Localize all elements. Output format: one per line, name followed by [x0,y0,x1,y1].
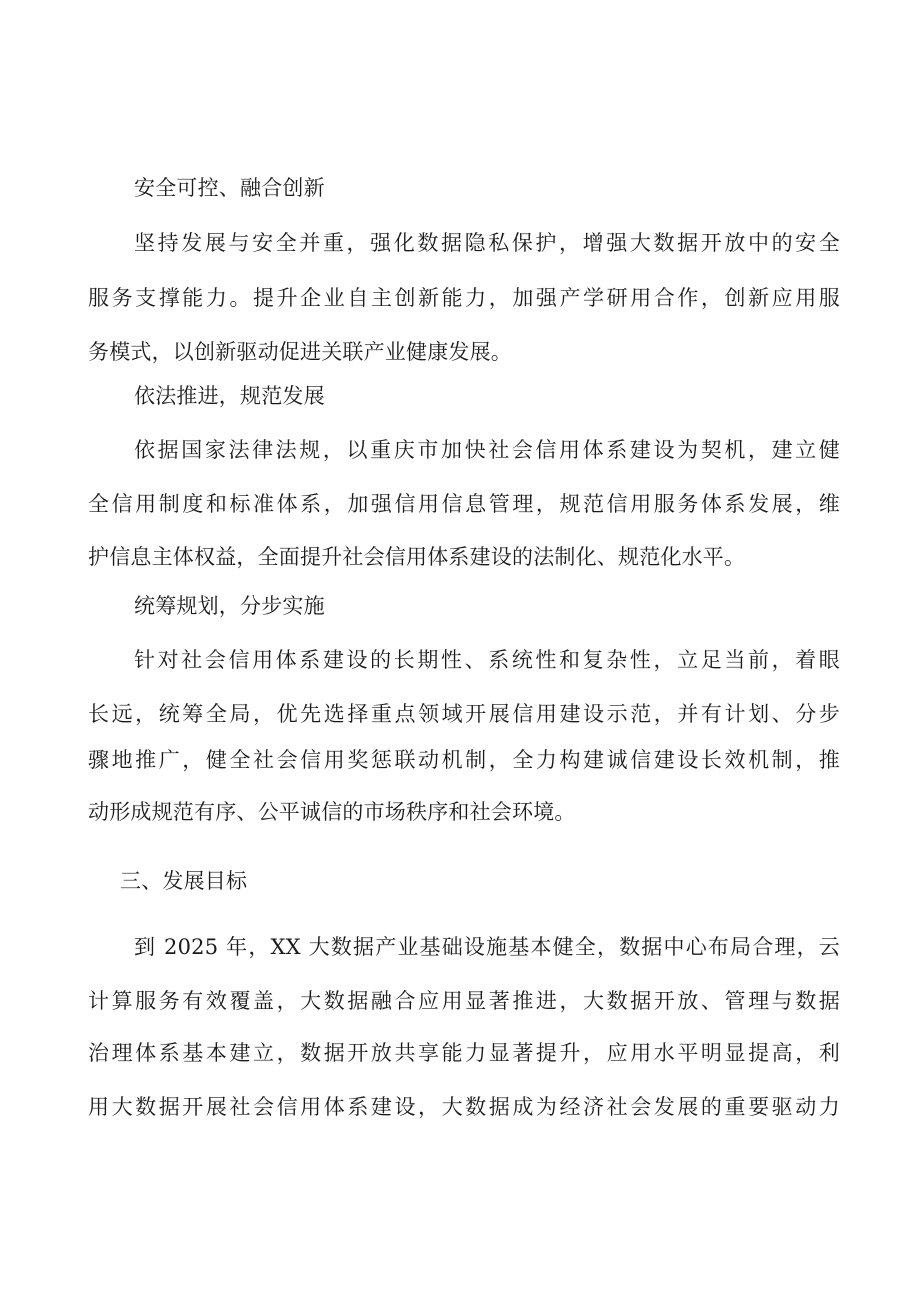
paragraph-3-line-2: 长远，统筹全局，优先选择重点领域开展信用建设示范，并有计划、分步 [88,702,840,726]
heading-lawful-advance: 依法推进，规范发展 [134,384,325,408]
paragraph-3-line-3: 骤地推广，健全社会信用奖惩联动机制，全力构建诚信建设长效机制，推 [88,748,840,772]
heading-overall-planning: 统筹规划，分步实施 [134,594,325,618]
paragraph-4-line-3: 治理体系基本建立，数据开放共享能力显著提升，应用水平明显提高，利 [88,1041,840,1065]
paragraph-4-line-2: 计算服务有效覆盖，大数据融合应用显著推进，大数据开放、管理与数据 [88,989,840,1013]
paragraph-1-line-3: 务模式，以创新驱动促进关联产业健康发展。 [88,340,512,364]
paragraph-3-line-4: 动形成规范有序、公平诚信的市场秩序和社会环境。 [88,800,576,824]
paragraph-4-line-1: 到 2025 年，XX 大数据产业基础设施基本健全，数据中心布局合理，云 [134,935,840,959]
paragraph-2-line-2: 全信用制度和标准体系，加强信用信息管理，规范信用服务体系发展，维 [88,492,840,516]
paragraph-4-line-4: 用大数据开展社会信用体系建设，大数据成为经济社会发展的重要驱动力 [88,1095,840,1119]
paragraph-1-line-2: 服务支撑能力。提升企业自主创新能力，加强产学研用合作，创新应用服 [88,286,840,310]
paragraph-3-line-1: 针对社会信用体系建设的长期性、系统性和复杂性，立足当前，着眼 [134,648,840,672]
paragraph-1-line-1: 坚持发展与安全并重，强化数据隐私保护，增强大数据开放中的安全 [134,231,840,255]
paragraph-2-line-1: 依据国家法律法规，以重庆市加快社会信用体系建设为契机，建立健 [134,438,840,462]
paragraph-2-line-3: 护信息主体权益，全面提升社会信用体系建设的法制化、规范化水平。 [88,545,746,569]
section-title-development-goals: 三、发展目标 [120,869,248,893]
heading-safe-controllable: 安全可控、融合创新 [134,176,325,200]
